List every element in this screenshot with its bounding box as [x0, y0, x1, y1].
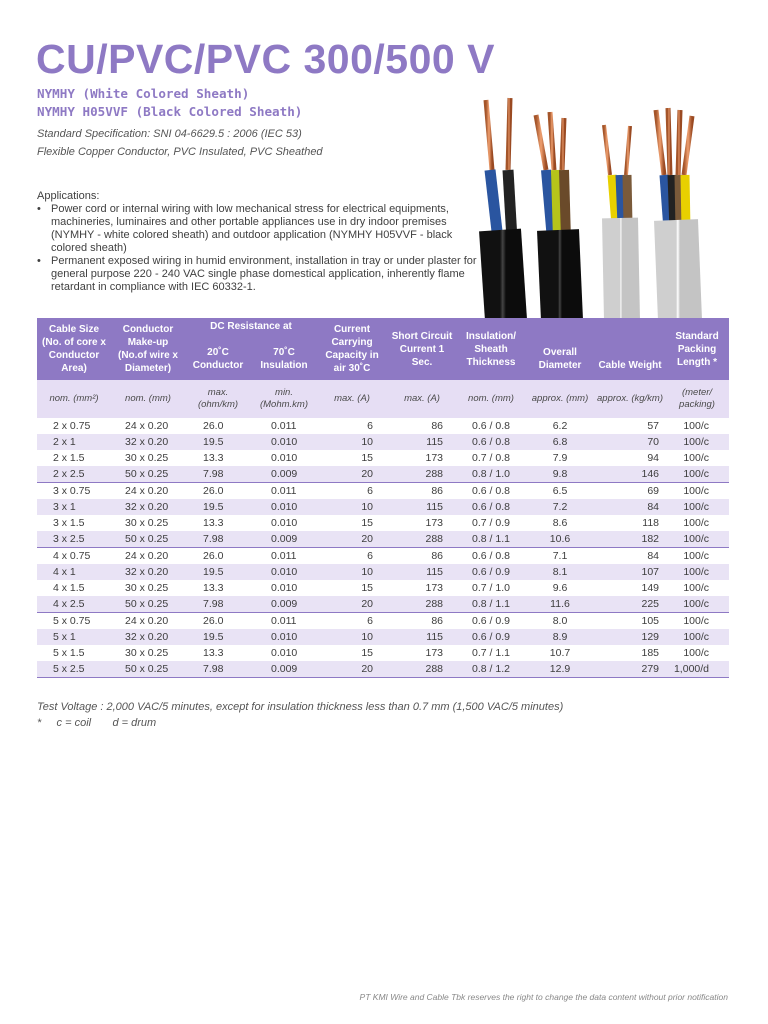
table-cell: 118 [642, 517, 660, 529]
application-item: • Power cord or internal wiring with low mechanical stress for electrical equipments, machineries, luminaires and other portable appliances use in dry indoor premises (NYMHY - white colored sheath) and outdoor application (NYMHY H05VVF - black colored sheath) [37, 203, 453, 254]
table-cell: 30 x 0.25 [125, 452, 169, 464]
table-cell: 10 [317, 499, 387, 515]
table-row [37, 531, 729, 548]
table-cell: 86 [387, 483, 457, 500]
table-row [37, 661, 729, 678]
table-cell: 5 x 0.75 [37, 613, 111, 630]
table-row [37, 515, 729, 531]
table-cell: 0.011 [251, 613, 317, 630]
table-cell: 0.6 / 0.8 [472, 420, 510, 432]
table-cell: 2 x 1 [37, 434, 111, 450]
table-row [37, 596, 729, 613]
table-cell: 57 [647, 420, 660, 432]
application-item: • Permanent exposed wiring in humid environment, installation in tray or under plaster for general purpose 220 - 240 VAC single phase domestical application, inherently flame retardant in compliance with IEC 60332-1. [37, 255, 477, 293]
header-dc-resistance: DC Resistance at [185, 318, 317, 344]
table-cell: 100/c [683, 420, 710, 432]
table-cell: 6 [367, 420, 374, 432]
table-cell: 26.0 [185, 548, 251, 565]
table-cell: 0.8 / 1.1 [457, 596, 525, 613]
table-cell: 288 [387, 466, 457, 483]
table-cell: 4 x 0.75 [37, 548, 111, 565]
table-cell: 173 [425, 647, 444, 659]
table-cell: 20 [317, 596, 387, 613]
table-cell: 9.6 [552, 582, 568, 594]
table-cell: 13.3 [203, 452, 224, 464]
table-cell: 20 [317, 661, 387, 678]
table-cell: 11.6 [525, 596, 595, 613]
table-cell: 6 [317, 483, 387, 500]
table-cell: 7.9 [552, 452, 568, 464]
table-body [37, 418, 729, 678]
test-voltage-note: Test Voltage : 2,000 VAC/5 minutes, except for insulation thickness less than 0.7 mm (1,500 VAC/5 minutes) [37, 701, 564, 713]
applications-list [37, 203, 485, 294]
page-title: CU/PVC/PVC 300/500 V [36, 36, 495, 82]
table-cell: 24 x 0.20 [111, 613, 185, 630]
header-insulation-thickness: Insulation/ Sheath Thickness [457, 318, 525, 380]
applications-section [37, 190, 485, 294]
table-cell: 8.0 [525, 613, 595, 630]
table-cell: 100/c [665, 564, 729, 580]
table-cell: 24 x 0.20 [111, 483, 185, 500]
table-cell: 19.5 [185, 564, 251, 580]
unit-cell: nom. (mm) [111, 380, 185, 418]
header-cable-weight: Cable Weight [595, 318, 665, 380]
table-row [37, 645, 729, 661]
table-cell: 24 x 0.20 [125, 420, 169, 432]
table-cell: 9.8 [525, 466, 595, 483]
packing-legend-note: * c = coil d = drum [37, 717, 157, 729]
table-cell: 0.6 / 0.8 [457, 483, 525, 500]
table-cell: 7.98 [185, 531, 251, 548]
table-cell: 50 x 0.25 [111, 661, 185, 678]
table-cell: 86 [431, 420, 444, 432]
table-cell: 0.009 [251, 596, 317, 613]
table-cell: 2 x 1.5 [53, 452, 85, 464]
table-cell: 0.6 / 0.9 [457, 613, 525, 630]
table-cell: 84 [595, 499, 665, 515]
table-row [37, 548, 729, 565]
table-cell: 2 x 2.5 [37, 466, 111, 483]
unit-cell: max. (A) [387, 380, 457, 418]
table-cell: 20 [317, 531, 387, 548]
table-cell: 24 x 0.20 [111, 548, 185, 565]
table-cell: 10.6 [525, 531, 595, 548]
table-cell: 0.6 / 0.9 [457, 564, 525, 580]
table-cell: 100/c [665, 466, 729, 483]
table-cell: 19.5 [185, 434, 251, 450]
table-cell: 0.7 / 0.9 [472, 517, 510, 529]
table-cell: 6 [317, 548, 387, 565]
unit-cell: max. (A) [317, 380, 387, 418]
table-cell: 3 x 2.5 [37, 531, 111, 548]
table-cell: 6.8 [525, 434, 595, 450]
table-cell: 50 x 0.25 [111, 596, 185, 613]
table-cell: 32 x 0.20 [111, 629, 185, 645]
table-row [37, 499, 729, 515]
table-cell: 0.009 [251, 661, 317, 678]
unit-cell: approx. (mm) [525, 380, 595, 418]
table-cell: 15 [361, 452, 374, 464]
table-cell: 86 [387, 548, 457, 565]
table-cell: 100/c [665, 548, 729, 565]
table-cell: 8.9 [525, 629, 595, 645]
table-cell: 10.7 [549, 647, 571, 659]
table-row [37, 450, 729, 466]
table-cell: 0.010 [251, 434, 317, 450]
table-cell: 12.9 [525, 661, 595, 678]
table-cell: 0.6 / 0.8 [457, 434, 525, 450]
table-cell: 149 [641, 582, 660, 594]
table-cell: 4 x 1 [37, 564, 111, 580]
table-cell: 50 x 0.25 [111, 466, 185, 483]
table-cell: 7.98 [185, 466, 251, 483]
bullet-icon: • [37, 203, 41, 215]
table-cell: 100/c [683, 452, 710, 464]
table-cell: 15 [361, 517, 374, 529]
table-cell: 20 [317, 466, 387, 483]
table-cell: 30 x 0.25 [125, 517, 169, 529]
table-cell: 129 [595, 629, 665, 645]
table-cell: 5 x 2.5 [37, 661, 111, 678]
table-cell: 107 [595, 564, 665, 580]
table-cell: 0.7 / 1.1 [472, 647, 510, 659]
table-cell: 19.5 [185, 499, 251, 515]
table-cell: 0.7 / 1.0 [472, 582, 510, 594]
table-cell: 32 x 0.20 [111, 499, 185, 515]
applications-heading: Applications: [37, 190, 100, 202]
header-dc-20c: 20˚C Conductor [185, 344, 251, 380]
header-short-circuit: Short Circuit Current 1 Sec. [387, 318, 457, 380]
table-cell: 0.6 / 0.8 [457, 548, 525, 565]
table-row [37, 434, 729, 450]
white-cable-three-core [604, 122, 630, 320]
table-cell: 0.6 / 0.9 [457, 629, 525, 645]
table-cell: 0.010 [271, 647, 298, 659]
table-row [37, 629, 729, 645]
table-cell: 15 [361, 647, 374, 659]
table-cell: 3 x 1 [37, 499, 111, 515]
construction-description: Flexible Copper Conductor, PVC Insulated, PVC Sheathed [37, 146, 323, 158]
table-row [37, 580, 729, 596]
table-cell: 3 x 1.5 [53, 517, 85, 529]
table-cell: 19.5 [185, 629, 251, 645]
unit-cell: (meter/ packing) [665, 380, 729, 418]
table-cell: 0.6 / 0.8 [457, 499, 525, 515]
header-current-capacity: Current Carrying Capacity in air 30˚C [317, 318, 387, 380]
table-row [37, 466, 729, 483]
table-cell: 50 x 0.25 [111, 531, 185, 548]
table-cell: 10 [317, 564, 387, 580]
header-cable-size: Cable Size (No. of core x Conductor Area) [37, 318, 111, 380]
table-cell: 84 [595, 548, 665, 565]
table-cell: 86 [387, 613, 457, 630]
table-cell: 100/c [665, 483, 729, 500]
table-cell: 225 [595, 596, 665, 613]
table-row [37, 483, 729, 500]
table-cell: 0.009 [251, 531, 317, 548]
table-cell: 26.0 [185, 483, 251, 500]
table-cell: 10 [317, 434, 387, 450]
table-cell: 8.6 [552, 517, 568, 529]
table-cell: 3 x 0.75 [37, 483, 111, 500]
cable-specification-table [37, 318, 729, 678]
table-cell: 32 x 0.20 [111, 564, 185, 580]
table-cell: 8.1 [525, 564, 595, 580]
table-row [37, 418, 729, 434]
table-cell: 15 [361, 582, 374, 594]
table-cell: 7.98 [185, 596, 251, 613]
table-cell: 0.011 [271, 420, 297, 432]
table-cell: 0.010 [271, 582, 298, 594]
subtitle-white-sheath: NYMHY (White Colored Sheath) [37, 86, 250, 101]
table-cell: 70 [595, 434, 665, 450]
table-row [37, 564, 729, 580]
table-cell: 0.010 [251, 629, 317, 645]
table-cell: 26.0 [203, 420, 224, 432]
table-cell: 0.010 [251, 564, 317, 580]
table-cell: 69 [595, 483, 665, 500]
units-row [37, 380, 729, 418]
table-cell: 100/c [665, 596, 729, 613]
table-cell: 5 x 1 [37, 629, 111, 645]
unit-cell: min. (Mohm.km) [251, 380, 317, 418]
table-cell: 0.011 [251, 548, 317, 565]
table-cell: 100/c [683, 582, 710, 594]
standard-specification: Standard Specification: SNI 04-6629.5 : 2006 (IEC 53) [37, 128, 302, 140]
table-cell: 100/c [683, 647, 710, 659]
table-cell: 30 x 0.25 [125, 582, 169, 594]
table-cell: 5 x 1.5 [53, 647, 85, 659]
table-cell: 30 x 0.25 [125, 647, 169, 659]
table-cell: 0.8 / 1.1 [457, 531, 525, 548]
table-cell: 0.7 / 0.8 [472, 452, 510, 464]
table-cell: 115 [387, 629, 457, 645]
table-cell: 288 [387, 531, 457, 548]
table-cell: 4 x 2.5 [37, 596, 111, 613]
table-cell: 13.3 [203, 517, 224, 529]
black-cable-two-core [486, 98, 512, 320]
table-cell: 115 [387, 564, 457, 580]
table-cell: 13.3 [203, 647, 224, 659]
bullet-icon: • [37, 255, 41, 267]
table-cell: 146 [595, 466, 665, 483]
table-cell: 100/c [665, 499, 729, 515]
table-cell: 10 [317, 629, 387, 645]
table-cell: 279 [595, 661, 665, 678]
table-cell: 182 [595, 531, 665, 548]
table-cell: 26.0 [185, 613, 251, 630]
table-row [37, 613, 729, 630]
table-cell: 288 [387, 661, 457, 678]
table-cell: 0.010 [271, 452, 298, 464]
table-cell: 173 [425, 582, 444, 594]
table-cell: 32 x 0.20 [111, 434, 185, 450]
unit-cell: max. (ohm/km) [185, 380, 251, 418]
table-cell: 100/c [665, 434, 729, 450]
table-cell: 13.3 [203, 582, 224, 594]
table-cell: 288 [387, 596, 457, 613]
table-cell: 7.1 [525, 548, 595, 565]
table-cell: 0.8 / 1.2 [457, 661, 525, 678]
table-cell: 7.2 [525, 499, 595, 515]
table-cell: 0.010 [251, 499, 317, 515]
table-cell: 115 [387, 499, 457, 515]
table-cell: 105 [595, 613, 665, 630]
header-dc-70c: 70˚C Insulation [251, 344, 317, 380]
unit-cell: approx. (kg/km) [595, 380, 665, 418]
table-cell: 94 [647, 452, 660, 464]
unit-cell: nom. (mm²) [37, 380, 111, 418]
table-cell: 6 [317, 613, 387, 630]
white-cable-four-core [656, 108, 692, 320]
subtitle-black-sheath: NYMHY H05VVF (Black Colored Sheath) [37, 104, 303, 119]
unit-cell: nom. (mm) [457, 380, 525, 418]
footer-disclaimer: PT KMI Wire and Cable Tbk reserves the right to change the data content without prior notification [359, 992, 728, 1002]
table-cell: 115 [387, 434, 457, 450]
table-cell: 100/c [665, 613, 729, 630]
table-cell: 173 [425, 452, 444, 464]
table-cell: 6.5 [525, 483, 595, 500]
table-cell: 173 [425, 517, 444, 529]
header-packing-length: Standard Packing Length * [665, 318, 729, 380]
table-cell: 100/c [665, 531, 729, 548]
table-cell: 100/c [665, 629, 729, 645]
table-cell: 185 [641, 647, 660, 659]
table-cell: 0.011 [251, 483, 317, 500]
black-cable-three-core [536, 112, 566, 320]
table-cell: 7.98 [185, 661, 251, 678]
header-overall-diameter: Overall Diameter [525, 318, 595, 380]
table-cell: 0.010 [271, 517, 298, 529]
table-cell: 6.2 [552, 420, 568, 432]
table-cell: 0.8 / 1.0 [457, 466, 525, 483]
table-cell: 1,000/d [665, 661, 729, 678]
cable-product-photo [470, 90, 730, 320]
table-cell: 4 x 1.5 [53, 582, 85, 594]
table-cell: 0.009 [251, 466, 317, 483]
header-conductor-makeup: Conductor Make-up (No.of wire x Diameter) [111, 318, 185, 380]
table-cell: 2 x 0.75 [53, 420, 91, 432]
table-cell: 100/c [683, 517, 710, 529]
